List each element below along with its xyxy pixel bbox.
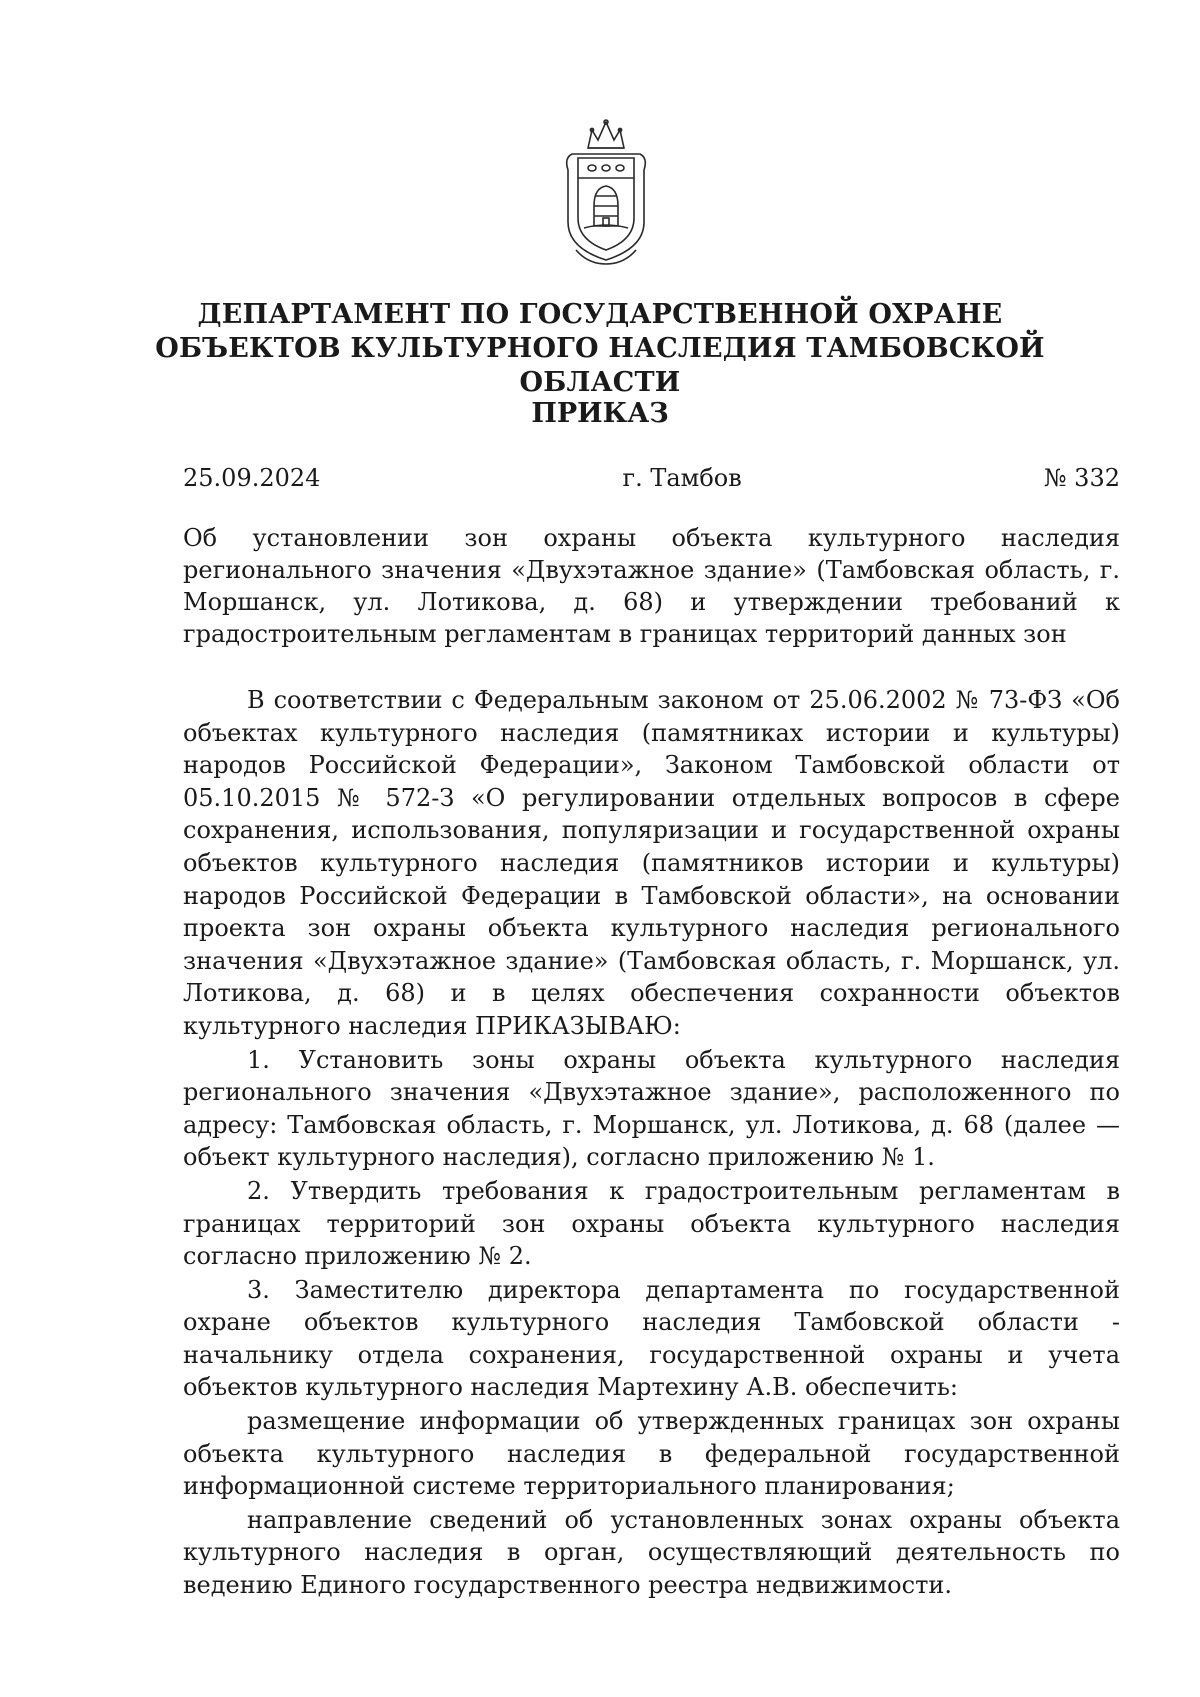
order-date: 25.09.2024 [183, 464, 321, 492]
order-meta-row [183, 464, 1120, 492]
order-item-1: 1. Установить зоны охраны объекта культурного наследия регионального значения «Двухэтажное здание», расположенного по адресу: Тамбовская область, г. Моршанск, ул. Лотикова, д. 68 (далее — объект культурного наследия), согласно приложению № 1. [183, 1045, 1120, 1172]
preamble-paragraph: В соответствии с Федеральным законом от 25.06.2002 № 73-ФЗ «Об объектах культурного наследия (памятниках истории и культуры) народов Российской Федерации», Законом Тамбовской области от 05.10.2015 № 572-З «О регулировании отдельных вопросов в сфере сохранения, использования, популяризации и государственной охраны объектов культурного наследия (памятников истории и культуры) народов Российской Федерации в Тамбовской области», на основании проекта зон охраны объекта культурного наследия регионального значения «Двухэтажное здание» (Тамбовская область, г. Моршанск, ул. Лотикова, д. 68) и в целях обеспечения сохранности объектов культурного наследия ПРИКАЗЫВАЮ: [183, 686, 1120, 1040]
order-item-3: 3. Заместителю директора департамента по государственной охране объектов культурного наследия Тамбовской области - начальнику отдела сохранения, государственной охраны и учета объектов культурного наследия Мартехину А.В. обеспечить: [183, 1275, 1120, 1402]
order-body [183, 684, 1120, 1602]
order-subject: Об установлении зон охраны объекта культурного наследия регионального значения «Двухэтажное здание» (Тамбовская область, г. Моршанск, ул. Лотикова, д. 68) и утверждении требований к градостроительным регламентам в границах территорий данных зон [183, 524, 1120, 648]
order-item-3b: направление сведений об установленных зонах охраны объекта культурного наследия в орган, осуществляющий деятельность по ведению Единого государственного реестра недвижимости. [183, 1505, 1120, 1600]
tambov-coat-of-arms-icon [558, 118, 654, 268]
department-title: ДЕПАРТАМЕНТ ПО ГОСУДАРСТВЕННОЙ ОХРАНЕ ОБЪЕКТОВ КУЛЬТУРНОГО НАСЛЕДИЯ ТАМБОВСКОЙ ОБЛАСТИ [155, 299, 1045, 398]
document-type: ПРИКАЗ [531, 398, 669, 429]
order-item-2: 2. Утвердить требования к градостроительным регламентам в границах территорий зон охраны объекта культурного наследия согласно приложению № 2. [183, 1176, 1120, 1271]
order-city: г. Тамбов [622, 464, 742, 492]
order-number: № 332 [1043, 464, 1120, 492]
order-item-3a: размещение информации об утвержденных границах зон охраны объекта культурного наследия в федеральной государственной информационной системе территориального планирования; [183, 1407, 1120, 1501]
